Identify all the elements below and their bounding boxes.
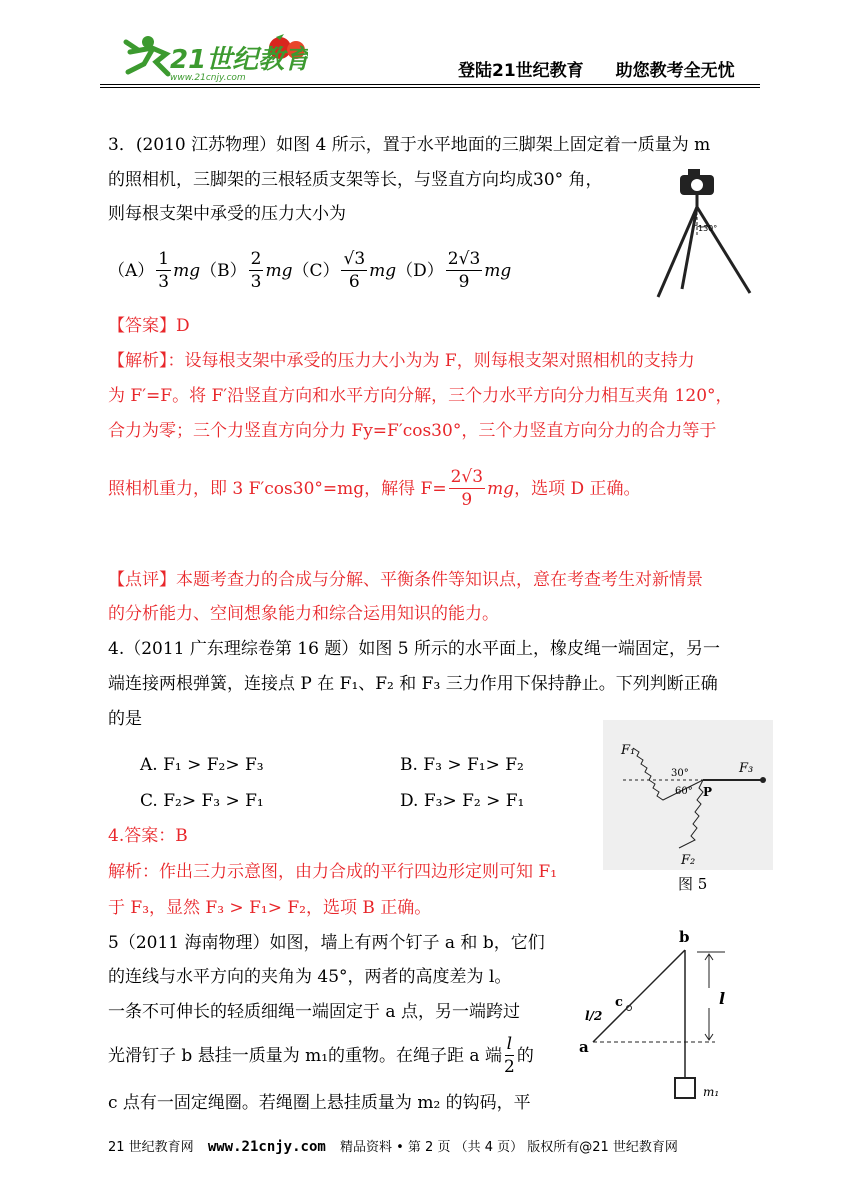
q3-mg-a: mg [173,260,201,281]
q3-option-d: （D） [396,260,444,281]
pegs-diagram [575,928,745,1108]
q3-analysis-1: 【解析】：设每根支架中承受的压力大小为为 F，则每根支架对照相机的支持力 [108,351,695,371]
fig-f1-label: F₁ [621,743,636,758]
fig-30-label: 30° [671,768,689,779]
force-diagram [603,720,773,870]
q3-analysis-4 [108,466,641,511]
fig-60-label: 60° [675,786,693,797]
q3-analysis-4a: 照相机重力，即 3 F′cos30°=mg，解得 F= [108,478,447,499]
q4-option-c: C. F₂> F₃ > F₁ [140,791,264,811]
q3-analysis-2: 为 F′=F。将 F′沿竖直方向和水平方向分解，三个力水平方向分力相互夹角 120°， [108,386,733,406]
q4-option-a: A. F₁ > F₂> F₃ [140,755,264,775]
fig-f3-label: F₃ [739,761,754,776]
q4-answer: 4.答案：B [108,826,188,846]
header-slogan [458,56,735,81]
q3-frac-c: $\frac{√3}{6}$ [343,249,366,292]
fig-c-label: c [615,995,623,1010]
q3-analysis-frac: $\frac{2√3}{9}$ [450,467,484,510]
q5-frac: $\frac{l}{2}$ [503,1034,515,1077]
fig-l-label: l [719,989,726,1008]
logo-runner-icon [108,28,308,84]
q3-option-b: （B） [200,260,247,281]
q3-mg-b: mg [265,260,293,281]
q4-option-b: B. F₃ > F₁> F₂ [400,755,524,775]
figure-5-caption: 图 5 [678,875,708,893]
q5-line4-end: 的 [516,1045,534,1066]
logo-text: 21世纪教育 [170,45,308,75]
q3-options [108,248,511,293]
q5-line1: 5（2011 海南物理）如图，墙上有两个钉子 a 和 b，它们 [108,933,545,953]
q5-figure [575,928,745,1108]
q3-line1: 3．(2010 江苏物理）如图 4 所示，置于水平地面的三脚架上固定着一质量为 m [108,135,711,155]
q4-line3: 的是 [108,709,142,729]
header-rule [100,84,760,85]
fig-b-label: b [679,928,690,946]
figure-5 [603,720,773,870]
fig-a-label: a [579,1038,589,1056]
q4-analysis-1: 解析：作出三力示意图，由力合成的平行四边形定则可知 F₁ [108,862,558,882]
q3-mg-d: mg [484,260,512,281]
q4-line2: 端连接两根弹簧，连接点 P 在 F₁、F₂ 和 F₃ 三力作用下保持静止。下列判断正确 [108,674,718,694]
site-logo[interactable] [108,28,308,84]
slogan-left: 登陆21世纪教育 [458,61,584,81]
slogan-right: 助您教考全无忧 [615,61,735,81]
q3-answer: 【答案】D [108,316,190,336]
header-rule-2 [100,87,760,88]
q4-line1: 4.（2011 广东理综卷第 16 题）如图 5 所示的水平面上，橡皮绳一端固定，另一 [108,639,720,659]
q3-option-c: （C） [292,260,340,281]
fig-f2-label: F₂ [681,853,696,868]
q5-line3: 一条不可伸长的轻质细绳一端固定于 a 点，另一端跨过 [108,1002,520,1022]
q3-line3: 则每根支架中承受的压力大小为 [108,204,346,224]
q3-comment-1: 【点评】本题考查力的合成与分解、平衡条件等知识点，意在考查考生对新情景 [108,570,703,590]
logo-url: www.21cnjy.com [170,73,246,83]
fig-l2-label: l/2 [585,1009,603,1023]
q3-frac-d: $\frac{2√3}{9}$ [447,249,481,292]
q3-mg-c: mg [369,260,397,281]
q3-frac-a: $\frac{1}{3}$ [158,249,170,292]
q5-line5: c 点有一固定绳圈。若绳圈上悬挂质量为 m₂ 的钩码，平 [108,1093,531,1113]
q3-option-a: （A） [108,260,155,281]
q5-line2: 的连线与水平方向的夹角为 45°，两者的高度差为 l。 [108,967,512,987]
q4-analysis-2: 于 F₃，显然 F₃ > F₁> F₂，选项 B 正确。 [108,898,432,918]
tripod-camera-figure [650,165,765,305]
q3-line2: 的照相机，三脚架的三根轻质支架等长，与竖直方向均成30° 角， [108,170,603,190]
footer-left: 21 世纪教育网 [108,1140,194,1155]
q4-option-d: D. F₃> F₂ > F₁ [400,791,525,811]
footer-url[interactable]: www.21cnjy.com [207,1139,326,1155]
q3-frac-b: $\frac{2}{3}$ [250,249,262,292]
fig-m1-label: m₁ [703,1085,720,1099]
footer-right: 精品资料 • 第 2 页 （共 4 页） 版权所有@21 世纪教育网 [339,1140,678,1155]
tripod-angle-label: 130° [698,224,718,233]
q3-analysis-4b: ，选项 D 正确。 [514,478,641,499]
q5-line4-text: 光滑钉子 b 悬挂一质量为 m₁的重物。在绳子距 a 端 [108,1045,502,1066]
tripod-icon [650,165,765,305]
q3-analysis-3: 合力为零；三个力竖直方向分力 Fy=F′cos30°，三个力竖直方向分力的合力等于 [108,421,717,441]
q5-line4 [108,1033,534,1078]
fig-p-label: P [703,785,713,799]
q3-analysis-mg: mg [487,478,515,499]
page-footer [108,1136,678,1155]
q3-comment-2: 的分析能力、空间想象能力和综合运用知识的能力。 [108,604,499,624]
